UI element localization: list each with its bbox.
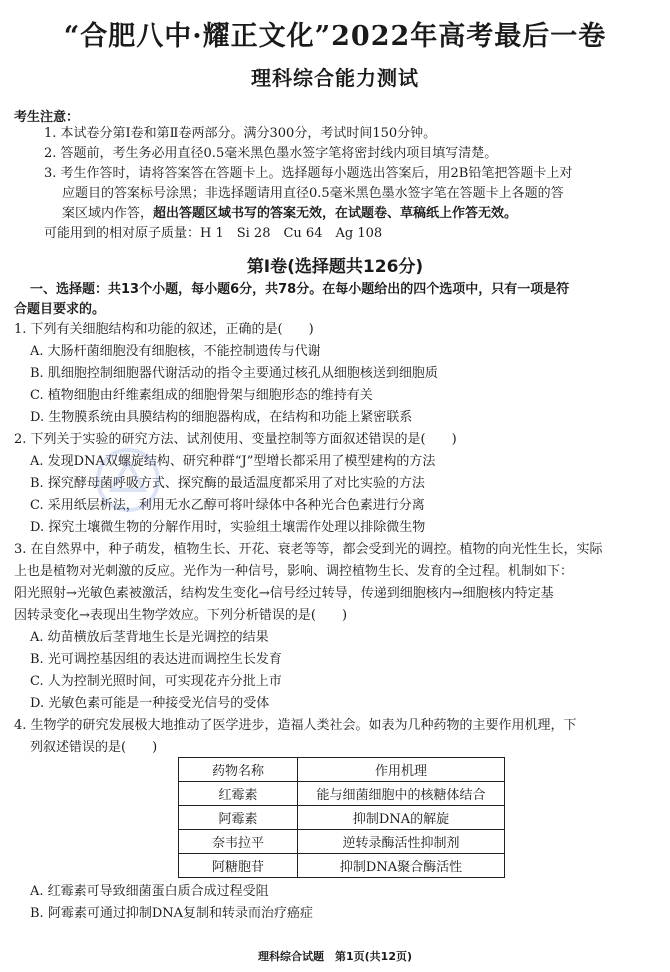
table-row (179, 806, 505, 830)
question-3-option-b: B. 光可调控基因组的表达进而调控生长发育 (30, 652, 282, 667)
question-1-option-b: B. 肌细胞控制细胞器代谢活动的指令主要通过核孔从细胞核送到细胞质 (30, 366, 438, 381)
table-row (179, 854, 505, 878)
table-row (179, 830, 505, 854)
page-footer: 理科综合试题 第1页(共12页) (257, 950, 412, 963)
question-1-option-a: A. 大肠杆菌细胞没有细胞核，不能控制遗传与代谢 (30, 344, 321, 359)
table-cell: 阿糖胞苷 (179, 854, 298, 878)
question-2-option-d: D. 探究土壤微生物的分解作用时，实验组土壤需作处理以排除微生物 (30, 520, 426, 535)
question-2-option-a: A. 发现DNA双螺旋结构、研究种群“J”型增长都采用了模型建构的方法 (30, 454, 436, 469)
atomic-mass-note: 可能用到的相对原子质量：H 1 Si 28 Cu 64 Ag 108 (44, 226, 383, 241)
question-3-stem: 阳光照射→光敏色素被激活，结构发生变化→信号经过转导，传递到细胞核内→细胞核内特定基 (14, 586, 554, 601)
question-3-stem: 因转录变化→表现出生物学效应。下列分析错误的是( ) (14, 608, 348, 623)
exam-subtitle: 理科综合能力测试 (251, 66, 419, 90)
question-4-stem: 4. 生物学的研究发展极大地推动了医学进步，造福人类社会。如表为几种药物的主要作用机理，下 (14, 718, 577, 733)
table-cell: 奈韦拉平 (179, 830, 298, 854)
question-3-stem: 3. 在自然界中，种子萌发，植物生长、开花、衰老等等，都会受到光的调控。植物的向光性生长，实际 (14, 542, 603, 557)
notice-item: 应题目的答案标号涂黑；非选择题请用直径0.5毫米黑色墨水签字笔在答题卡上各题的答 (62, 186, 564, 201)
question-1-option-d: D. 生物膜系统由具膜结构的细胞器构成，在结构和功能上紧密联系 (30, 410, 413, 425)
table-row (179, 782, 505, 806)
table-header-cell: 药物名称 (179, 758, 298, 782)
watermark-logo-icon (92, 444, 164, 516)
section-instruction: 合题目要求的。 (14, 302, 106, 317)
question-3-option-d: D. 光敏色素可能是一种接受光信号的受体 (30, 696, 270, 711)
table-cell: 红霉素 (179, 782, 298, 806)
notice-item: 2. 答题前，考生务必用直径0.5毫米黑色墨水签字笔将密封线内项目填写清楚。 (44, 146, 498, 161)
notice-emphasis: 超出答题区域书写的答案无效，在试题卷、草稿纸上作答无效。 (153, 206, 518, 221)
section-title: 第Ⅰ卷(选择题共126分) (246, 257, 424, 277)
table-cell: 阿霉素 (179, 806, 298, 830)
table-header-row (179, 758, 505, 782)
notice-item: 案区域内作答， (62, 206, 154, 221)
notice-item-with-emphasis (62, 206, 517, 222)
table-cell: 抑制DNA聚合酶活性 (298, 854, 505, 878)
notice-heading: 考生注意： (14, 110, 80, 125)
exam-title: “合肥八中·耀正文化”2022年高考最后一卷 (63, 21, 607, 52)
question-3-option-a: A. 幼苗横放后茎背地生长是光调控的结果 (30, 630, 269, 645)
notice-item: 1. 本试卷分第Ⅰ卷和第Ⅱ卷两部分。满分300分，考试时间150分钟。 (44, 126, 437, 141)
drug-mechanism-table (178, 757, 505, 878)
question-2-stem: 2. 下列关于实验的研究方法、试剂使用、变量控制等方面叙述错误的是( ) (14, 432, 457, 447)
table-header-cell: 作用机理 (298, 758, 505, 782)
question-4-option-a: A. 红霉素可导致细菌蛋白质合成过程受阻 (30, 884, 269, 899)
notice-item: 3. 考生作答时，请将答案答在答题卡上。选择题每小题选出答案后，用2B铅笔把答题卡上对 (44, 166, 573, 181)
section-instruction: 一、选择题：共13个小题，每小题6分，共78分。在每小题给出的四个选项中，只有一项是符 (30, 282, 570, 297)
table-cell: 能与细菌细胞中的核糖体结合 (298, 782, 505, 806)
table-cell: 逆转录酶活性抑制剂 (298, 830, 505, 854)
question-1-stem: 1. 下列有关细胞结构和功能的叙述，正确的是( ) (14, 322, 314, 337)
question-3-option-c: C. 人为控制光照时间，可实现花卉分批上市 (30, 674, 282, 689)
question-3-stem: 上也是植物对光刺激的反应。光作为一种信号，影响、调控植物生长、发育的全过程。机制如下： (14, 564, 574, 579)
question-1-option-c: C. 植物细胞由纤维素组成的细胞骨架与细胞形态的维持有关 (30, 388, 373, 403)
question-2-option-c: C. 采用纸层析法，利用无水乙醇可将叶绿体中各种光合色素进行分离 (30, 498, 425, 513)
question-2-option-b: B. 探究酵母菌呼吸方式、探究酶的最适温度都采用了对比实验的方法 (30, 476, 425, 491)
question-4-stem: 列叙述错误的是( ) (30, 740, 158, 755)
question-4-option-b: B. 阿霉素可通过抑制DNA复制和转录而治疗癌症 (30, 906, 314, 921)
table-cell: 抑制DNA的解旋 (298, 806, 505, 830)
